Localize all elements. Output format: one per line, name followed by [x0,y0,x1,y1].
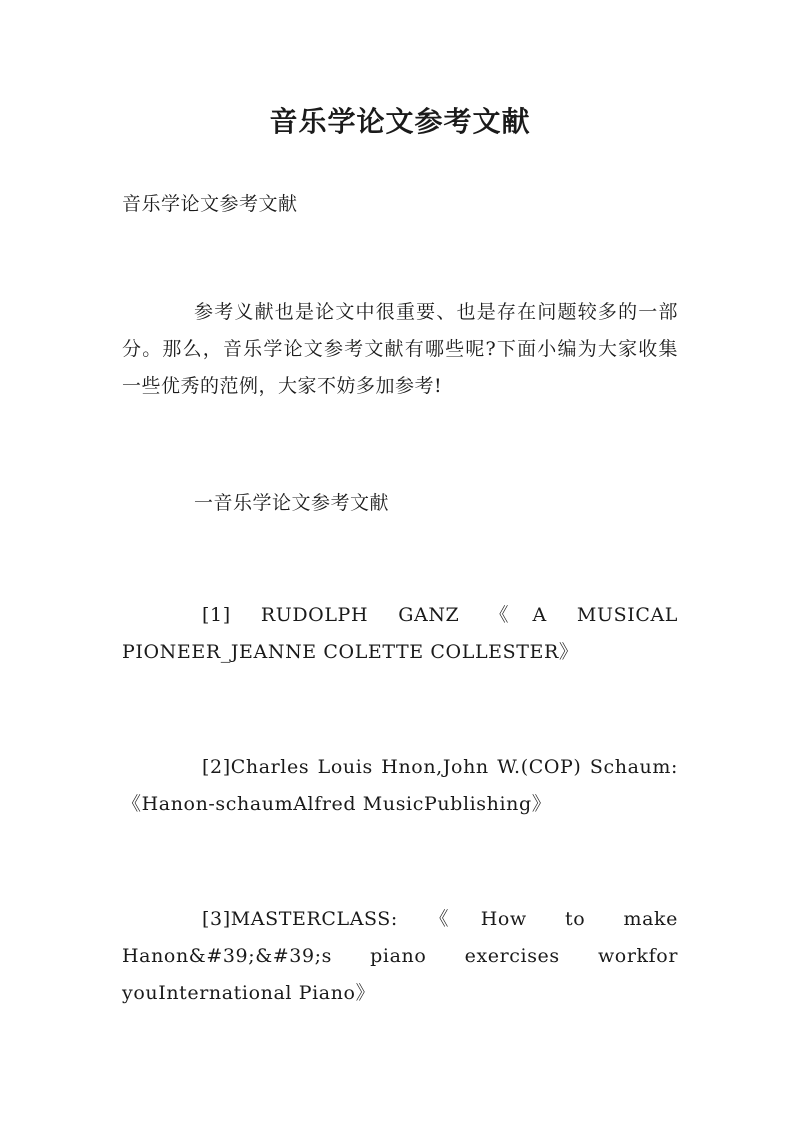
reference-item-2: [2]Charles Louis Hnon,John W.(COP) Schaum:《Hanon-schaumAlfred MusicPublishing》 [122,756,678,815]
document-title: 音乐学论文参考文献 [269,105,531,138]
document-subtitle: 音乐学论文参考文献 [122,193,298,215]
section-heading: 一音乐学论文参考文献 [194,492,390,514]
reference-item-3: [3]MASTERCLASS:《How to make Hanon&#39;&#39;s piano exercises workfor youInternational Piano》 [122,908,678,1004]
reference-item-1: [1] RUDOLPH GANZ 《A MUSICAL PIONEER_JEANNE COLETTE COLLESTER》 [122,604,678,663]
intro-paragraph: 参考义献也是论文中很重要、也是存在问题较多的一部分。那么，音乐学论文参考文献有哪些呢?下面小编为大家收集一些优秀的范例，大家不妨多加参考! [122,301,678,397]
